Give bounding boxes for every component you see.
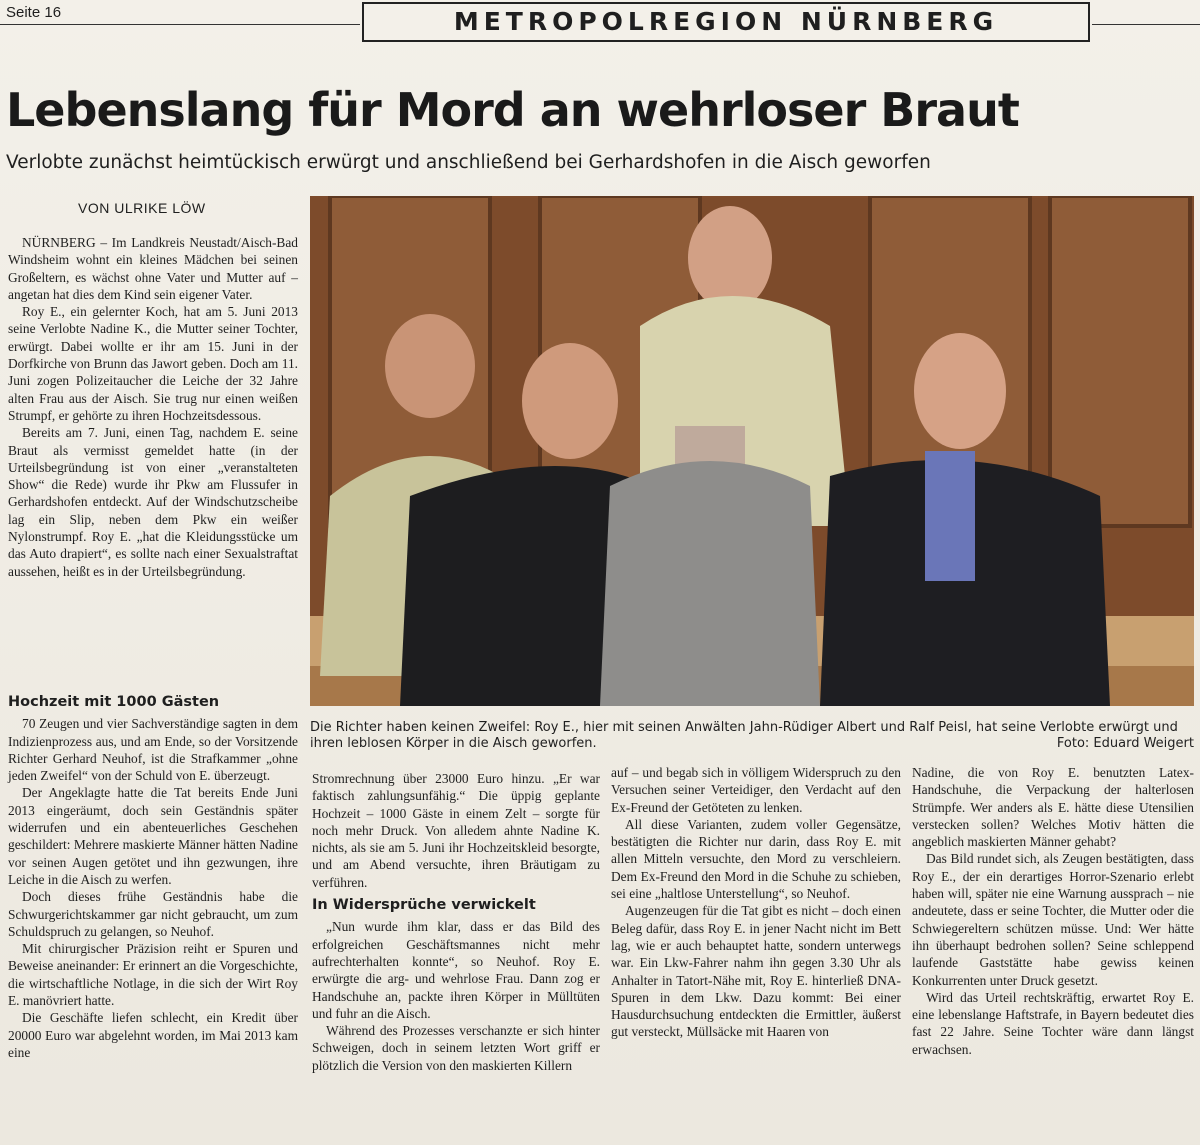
paragraph: NÜRNBERG – Im Landkreis Neustadt/Aisch-Bad Windsheim wohnt ein kleines Mädchen bei seinen Großeltern, es wächst ohne Vater und Mutter auf – angetan hat dies dem Kind sein eigener Vater.	[8, 235, 298, 302]
caption-text: Die Richter haben keinen Zweifel: Roy E., hier mit seinen Anwälten Jahn-Rüdiger Albert und Ralf Peisl, hat seine Verlobte erwürgt und ihren leblosen Körper in die Aisch geworfen.	[310, 720, 1178, 751]
paragraph: auf – und begab sich in völligem Widerspruch zu den Versuchen seiner Verteidiger, den Verdacht auf den Ex-Freund der Getöteten zu lenken.	[611, 765, 901, 815]
paragraph: Die Geschäfte liefen schlecht, ein Kredit über 20000 Euro war abgelehnt worden, im Mai 2013 kam eine	[8, 1010, 298, 1060]
page-number: Seite 16	[6, 4, 62, 21]
paragraph: „Nun wurde ihm klar, dass er das Bild des erfolgreichen Geschäftsmannes nicht mehr aufrechterhalten konnte“, so Neuhof. Roy E. erwürgte die arg- und wehrlose Frau. Dann zog er Handschuhe an, packte ihren Körper in Mülltüten und fuhr an die Aisch.	[312, 919, 600, 1021]
paragraph: Augenzeugen für die Tat gibt es nicht – doch einen Beleg dafür, dass Roy E. in jener Nacht nicht im Bett lag, wie er auch behauptet hatte, sondern unterwegs war. Ein Lkw-Fahrer nahm ihn gegen 3.30 Uhr als Anhalter in Tatort-Nähe mit, Roy E. hinterließ DNA-Spuren in dem Lkw. Dazu kommt: Bei einer Hausdurchsuchung entdeckten die Ermittler, äußerst gut versteckt, Müllsäcke mit Haaren von	[611, 903, 901, 1040]
article-column-1-lower	[8, 688, 298, 1061]
paragraph: All diese Varianten, zudem voller Gegensätze, bestätigten die Richter nur darin, dass Roy E. mit allen Mitteln versuchte, den Mord zu verschleiern. Dem Ex-Freund den Mord in die Schuhe zu schieben, sei eine „haltlose Unterstellung“, so Neuhof.	[611, 816, 901, 902]
article-headline: Lebenslang für Mord an wehrloser Braut	[6, 83, 1019, 137]
paragraph: Doch dieses frühe Geständnis habe die Schwurgerichtskammer gar nicht gebraucht, um zum Schuldspruch zu gelangen, so Neuhof.	[8, 889, 298, 939]
paragraph: Mit chirurgischer Präzision reiht er Spuren und Beweise aneinander: Er erinnert an die Vorgeschichte, die wirtschaftliche Notlage, in die sich der Wirt Roy E. manövriert hatte.	[8, 941, 298, 1009]
paragraph: Wird das Urteil rechtskräftig, erwartet Roy E. eine lebenslange Haftstrafe, in Bayern bedeutet dies fast 22 Jahre. Seine Tochter wäre dann längst erwachsen.	[912, 989, 1194, 1057]
paragraph: Stromrechnung über 23000 Euro hinzu. „Er war faktisch zahlungsunfähig.“ Die üppig geplante Hochzeit – 1000 Gäste in einem Zelt – sorgte für noch mehr Druck. Von alledem ahnte Nadine K. nichts, als sie am 5. Juni ihr Hochzeitskleid besorgte, und am Abend versuchte, ihren Bräutigam zu verführen.	[312, 771, 600, 890]
article-byline: VON ULRIKE LÖW	[78, 200, 206, 216]
article-column-4	[912, 764, 1194, 1058]
article-subheadline: Verlobte zunächst heimtückisch erwürgt und anschließend bei Gerhardshofen in die Aisch geworfen	[6, 152, 931, 173]
photo-credit: Foto: Eduard Weigert	[1056, 736, 1194, 751]
header-rule-left	[0, 24, 360, 25]
paragraph: Roy E., ein gelernter Koch, hat am 5. Juni 2013 seine Verlobte Nadine K., die Mutter seiner Tochter, erwürgt. Dabei wollte er ihr am 15. Juni in der Dorfkirche von Brunn das Jawort geben. Doch am 11. Juni zogen Polizeitaucher die Leiche der 32 Jahre alten Frau aus der Aisch. Sie trug nur einen weißen Strumpf, er gehörte zu ihren Hochzeitsdessous.	[8, 304, 298, 423]
paragraph: Nadine, die von Roy E. benutzten Latex-Handschuhe, die Verpackung der halterlosen Strümpfe. Wer anders als E. hätte diese Utensilien verstecken sollen? Welches Motiv hätten die angeblich maskierten Männer gehabt?	[912, 765, 1194, 850]
article-column-2	[312, 770, 600, 1074]
header-rule-right	[1092, 24, 1200, 25]
subheading-guests: Hochzeit mit 1000 Gästen	[8, 694, 220, 710]
article-column-3	[611, 764, 901, 1041]
photo-caption	[310, 720, 1194, 752]
court-photo-illustration	[310, 196, 1194, 706]
paragraph: Bereits am 7. Juni, einen Tag, nachdem E. seine Braut als vermisst gemeldet hatte (in der Urteilsbegründung ist von einer „veranstalteten Show“ die Rede) wurde ihr Pkw am Flussufer in Gerhardshofen entdeckt. Auf der Windschutzscheibe lag ein Slip, neben dem Pkw ein weißer Nylonstrumpf. Roy E. „hat die Kleidungsstücke um das Auto drapiert“, es sollte nach einer Sexualstraftat aussehen, heißt es in der Urteilsbegründung.	[8, 425, 298, 579]
section-title: METROPOLREGION NÜRNBERG	[362, 2, 1090, 42]
article-column-1	[8, 234, 298, 580]
paragraph: Während des Prozesses verschanzte er sich hinter Schweigen, doch in seinem letzten Wort griff er plötzlich die Version von den maskierten Killern	[312, 1023, 600, 1073]
paragraph: Der Angeklagte hatte die Tat bereits Ende Juni 2013 eingeräumt, doch sein Geständnis später widerrufen und ein abenteuerliches Geschehen geschildert: Mehrere maskierte Männer hätten Nadine vor seinen Augen getötet und ihn gezwungen, ihre Leiche in die Aisch zu werfen.	[8, 785, 298, 887]
paragraph: 70 Zeugen und vier Sachverständige sagten in dem Indizienprozess aus, und am Ende, so der Vorsitzende Richter Gerhard Neuhof, ist die Strafkammer „ohne jeden Zweifel“ von der Schuld von E. überzeugt.	[8, 716, 298, 784]
court-photo	[310, 196, 1194, 706]
subheading-contradictions: In Widersprüche verwickelt	[312, 897, 536, 914]
paragraph: Das Bild rundet sich, als Zeugen bestätigten, dass Roy E., der ein derartiges Horror-Szenario erlebt haben will, später nie eine Warnung aussprach – nie andeutete, dass er seine Tochter, die Mutter oder die Schwiegereltern schützen müsse. Und: Wer hätte ihn überhaupt bedrohen sollen? Seine schleppend laufende Gaststätte habe gewiss keinen Konkurrenten unter Druck gesetzt.	[912, 851, 1194, 988]
